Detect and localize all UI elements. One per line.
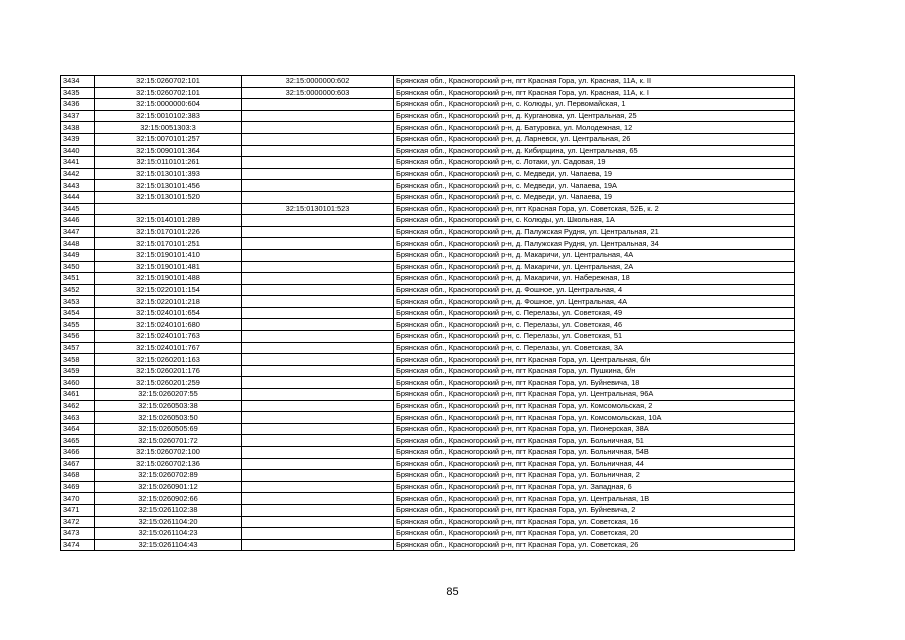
parent-cadastral-number-cell [242, 99, 394, 111]
row-number-cell: 3444 [61, 191, 95, 203]
parent-cadastral-number-cell [242, 389, 394, 401]
row-number-cell: 3453 [61, 296, 95, 308]
address-cell: Брянская обл., Красногорский р-н, д. Кургановка, ул. Центральная, 25 [394, 110, 795, 122]
cadastral-number-cell: 32:15:0190101:481 [95, 261, 242, 273]
cadastral-number-cell: 32:15:0261104:23 [95, 528, 242, 540]
cadastral-number-cell: 32:15:0260503:50 [95, 412, 242, 424]
table-row [61, 76, 795, 88]
address-cell: Брянская обл., Красногорский р-н, пгт Красная Гора, ул. Буйневича, 2 [394, 504, 795, 516]
table-row [61, 226, 795, 238]
table-row [61, 99, 795, 111]
row-number-cell: 3443 [61, 180, 95, 192]
address-cell: Брянская обл., Красногорский р-н, пгт Красная Гора, ул. Красная, 11А, к. II [394, 76, 795, 88]
parent-cadastral-number-cell [242, 400, 394, 412]
cadastral-number-cell: 32:15:0260702:89 [95, 470, 242, 482]
row-number-cell: 3474 [61, 539, 95, 551]
address-cell: Брянская обл., Красногорский р-н, пгт Красная Гора, ул. Советская, 16 [394, 516, 795, 528]
parent-cadastral-number-cell [242, 493, 394, 505]
table-row [61, 215, 795, 227]
address-cell: Брянская обл., Красногорский р-н, пгт Красная Гора, ул. Больничная, 54В [394, 447, 795, 459]
address-cell: Брянская обл., Красногорский р-н, с. Перелазы, ул. Советская, 49 [394, 307, 795, 319]
parent-cadastral-number-cell [242, 261, 394, 273]
parent-cadastral-number-cell [242, 458, 394, 470]
table-row [61, 180, 795, 192]
row-number-cell: 3463 [61, 412, 95, 424]
cadastral-number-cell: 32:15:0240101:763 [95, 331, 242, 343]
address-cell: Брянская обл., Красногорский р-н, д. Макаричи, ул. Центральная, 4А [394, 249, 795, 261]
row-number-cell: 3459 [61, 365, 95, 377]
address-cell: Брянская обл., Красногорский р-н, д. Фошнoе, ул. Центральная, 4 [394, 284, 795, 296]
row-number-cell: 3471 [61, 504, 95, 516]
address-cell: Брянская обл., Красногорский р-н, пгт Красная Гора, ул. Западная, 6 [394, 481, 795, 493]
cadastral-number-cell: 32:15:0170101:251 [95, 238, 242, 250]
parent-cadastral-number-cell [242, 238, 394, 250]
parent-cadastral-number-cell: 32:15:0000000:602 [242, 76, 394, 88]
row-number-cell: 3462 [61, 400, 95, 412]
parent-cadastral-number-cell [242, 284, 394, 296]
parent-cadastral-number-cell [242, 215, 394, 227]
parent-cadastral-number-cell [242, 423, 394, 435]
row-number-cell: 3456 [61, 331, 95, 343]
table-row [61, 331, 795, 343]
row-number-cell: 3466 [61, 447, 95, 459]
page-number: 85 [446, 586, 459, 598]
cadastral-number-cell: 32:15:0190101:488 [95, 273, 242, 285]
cadastral-number-cell: 32:15:0260201:259 [95, 377, 242, 389]
parent-cadastral-number-cell: 32:15:0130101:523 [242, 203, 394, 215]
row-number-cell: 3439 [61, 133, 95, 145]
address-cell: Брянская обл., Красногорский р-н, пгт Красная Гора, ул. Центральная, б/н [394, 354, 795, 366]
table-row [61, 157, 795, 169]
address-cell: Брянская обл., Красногорский р-н, д. Макаричи, ул. Набережная, 18 [394, 273, 795, 285]
address-cell: Брянская обл., Красногорский р-н, пгт Красная Гора, ул. Комсомольская, 10А [394, 412, 795, 424]
table-row [61, 423, 795, 435]
table-row [61, 203, 795, 215]
parent-cadastral-number-cell [242, 133, 394, 145]
row-number-cell: 3449 [61, 249, 95, 261]
address-cell: Брянская обл., Красногорский р-н, пгт Красная Гора, ул. Комсомольская, 2 [394, 400, 795, 412]
address-cell: Брянская обл., Красногорский р-н, пгт Красная Гора, ул. Центральная, 1В [394, 493, 795, 505]
parent-cadastral-number-cell [242, 122, 394, 134]
address-cell: Брянская обл., Красногорский р-н, с. Перелазы, ул. Советская, 46 [394, 319, 795, 331]
parent-cadastral-number-cell [242, 342, 394, 354]
table-row [61, 249, 795, 261]
table-row [61, 110, 795, 122]
cadastral-number-cell [95, 203, 242, 215]
table-row [61, 470, 795, 482]
row-number-cell: 3437 [61, 110, 95, 122]
table-row [61, 377, 795, 389]
parent-cadastral-number-cell [242, 412, 394, 424]
row-number-cell: 3447 [61, 226, 95, 238]
cadastral-number-cell: 32:15:0130101:456 [95, 180, 242, 192]
cadastral-number-cell: 32:15:0140101:289 [95, 215, 242, 227]
row-number-cell: 3461 [61, 389, 95, 401]
parent-cadastral-number-cell [242, 435, 394, 447]
table-row [61, 238, 795, 250]
address-cell: Брянская обл., Красногорский р-н, с. Медведи, ул. Чапаева, 19 [394, 191, 795, 203]
parent-cadastral-number-cell [242, 157, 394, 169]
row-number-cell: 3458 [61, 354, 95, 366]
address-cell: Брянская обл., Красногорский р-н, пгт Красная Гора, ул. Больничная, 44 [394, 458, 795, 470]
table-row [61, 458, 795, 470]
row-number-cell: 3441 [61, 157, 95, 169]
table-row [61, 273, 795, 285]
cadastral-number-cell: 32:15:0260702:136 [95, 458, 242, 470]
address-cell: Брянская обл., Красногорский р-н, пгт Красная Гора, ул. Больничная, 51 [394, 435, 795, 447]
row-number-cell: 3452 [61, 284, 95, 296]
table-row [61, 354, 795, 366]
address-cell: Брянская обл., Красногорский р-н, д. Макаричи, ул. Центральная, 2А [394, 261, 795, 273]
table-row [61, 481, 795, 493]
cadastral-number-cell: 32:15:0220101:154 [95, 284, 242, 296]
cadastral-number-cell: 32:15:0240101:680 [95, 319, 242, 331]
address-cell: Брянская обл., Красногорский р-н, д. Палужская Рудня, ул. Центральная, 34 [394, 238, 795, 250]
address-cell: Брянская обл., Красногорский р-н, с. Медведи, ул. Чапаева, 19А [394, 180, 795, 192]
cadastral-number-cell: 32:15:0260201:163 [95, 354, 242, 366]
row-number-cell: 3467 [61, 458, 95, 470]
row-number-cell: 3445 [61, 203, 95, 215]
table-row [61, 365, 795, 377]
cadastral-number-cell: 32:15:0010102:383 [95, 110, 242, 122]
cadastral-number-cell: 32:15:0051303:3 [95, 122, 242, 134]
parent-cadastral-number-cell [242, 504, 394, 516]
parent-cadastral-number-cell [242, 528, 394, 540]
table-row [61, 400, 795, 412]
address-cell: Брянская обл., Красногорский р-н, с. Перелазы, ул. Советская, 51 [394, 331, 795, 343]
row-number-cell: 3436 [61, 99, 95, 111]
row-number-cell: 3448 [61, 238, 95, 250]
address-cell: Брянская обл., Красногорский р-н, пгт Красная Гора, ул. Советская, 52Б, к. 2 [394, 203, 795, 215]
table-row [61, 342, 795, 354]
table-row [61, 284, 795, 296]
parent-cadastral-number-cell [242, 273, 394, 285]
row-number-cell: 3434 [61, 76, 95, 88]
row-number-cell: 3446 [61, 215, 95, 227]
cadastral-number-cell: 32:15:0260902:66 [95, 493, 242, 505]
table-row [61, 528, 795, 540]
address-cell: Брянская обл., Красногорский р-н, пгт Красная Гора, ул. Советская, 20 [394, 528, 795, 540]
row-number-cell: 3473 [61, 528, 95, 540]
cadastral-number-cell: 32:15:0130101:520 [95, 191, 242, 203]
cadastral-number-cell: 32:15:0260207:55 [95, 389, 242, 401]
cadastral-number-cell: 32:15:0260702:101 [95, 76, 242, 88]
table-row [61, 191, 795, 203]
address-cell: Брянская обл., Красногорский р-н, д. Фошнoе, ул. Центральная, 4А [394, 296, 795, 308]
parent-cadastral-number-cell [242, 319, 394, 331]
address-cell: Брянская обл., Красногорский р-н, пгт Красная Гора, ул. Пионерская, 38А [394, 423, 795, 435]
parent-cadastral-number-cell [242, 481, 394, 493]
parent-cadastral-number-cell [242, 516, 394, 528]
parent-cadastral-number-cell [242, 249, 394, 261]
cadastral-number-cell: 32:15:0261104:43 [95, 539, 242, 551]
row-number-cell: 3454 [61, 307, 95, 319]
parent-cadastral-number-cell [242, 331, 394, 343]
address-cell: Брянская обл., Красногорский р-н, с. Медведи, ул. Чапаева, 19 [394, 168, 795, 180]
parent-cadastral-number-cell [242, 539, 394, 551]
registry-table-body [61, 76, 795, 551]
table-row [61, 539, 795, 551]
row-number-cell: 3468 [61, 470, 95, 482]
table-row [61, 145, 795, 157]
row-number-cell: 3465 [61, 435, 95, 447]
cadastral-number-cell: 32:15:0260201:176 [95, 365, 242, 377]
cadastral-number-cell: 32:15:0070101:257 [95, 133, 242, 145]
address-cell: Брянская обл., Красногорский р-н, д. Ларневск, ул. Центральная, 26 [394, 133, 795, 145]
cadastral-number-cell: 32:15:0170101:226 [95, 226, 242, 238]
address-cell: Брянская обл., Красногорский р-н, д. Батуровка, ул. Молодежная, 12 [394, 122, 795, 134]
cadastral-number-cell: 32:15:0000000:604 [95, 99, 242, 111]
table-row [61, 168, 795, 180]
cadastral-number-cell: 32:15:0260503:38 [95, 400, 242, 412]
parent-cadastral-number-cell [242, 447, 394, 459]
address-cell: Брянская обл., Красногорский р-н, пгт Красная Гора, ул. Больничная, 2 [394, 470, 795, 482]
row-number-cell: 3472 [61, 516, 95, 528]
parent-cadastral-number-cell [242, 307, 394, 319]
address-cell: Брянская обл., Красногорский р-н, с. Колюды, ул. Школьная, 1А [394, 215, 795, 227]
parent-cadastral-number-cell [242, 191, 394, 203]
address-cell: Брянская обл., Красногорский р-н, пгт Красная Гора, ул. Буйневича, 18 [394, 377, 795, 389]
cadastral-number-cell: 32:15:0090101:364 [95, 145, 242, 157]
row-number-cell: 3440 [61, 145, 95, 157]
parent-cadastral-number-cell [242, 110, 394, 122]
address-cell: Брянская обл., Красногорский р-н, с. Перелазы, ул. Советская, 3А [394, 342, 795, 354]
cadastral-number-cell: 32:15:0261102:38 [95, 504, 242, 516]
cadastral-number-cell: 32:15:0240101:654 [95, 307, 242, 319]
table-row [61, 504, 795, 516]
parent-cadastral-number-cell [242, 168, 394, 180]
table-row [61, 133, 795, 145]
row-number-cell: 3460 [61, 377, 95, 389]
cadastral-number-cell: 32:15:0260702:100 [95, 447, 242, 459]
address-cell: Брянская обл., Красногорский р-н, пгт Красная Гора, ул. Красная, 11А, к. I [394, 87, 795, 99]
cadastral-number-cell: 32:15:0220101:218 [95, 296, 242, 308]
table-row [61, 261, 795, 273]
cadastral-number-cell: 32:15:0260505:69 [95, 423, 242, 435]
row-number-cell: 3457 [61, 342, 95, 354]
address-cell: Брянская обл., Красногорский р-н, пгт Красная Гора, ул. Центральная, 96А [394, 389, 795, 401]
cadastral-number-cell: 32:15:0260701:72 [95, 435, 242, 447]
address-cell: Брянская обл., Красногорский р-н, д. Кибирщина, ул. Центральная, 65 [394, 145, 795, 157]
table-row [61, 412, 795, 424]
parent-cadastral-number-cell [242, 296, 394, 308]
parent-cadastral-number-cell [242, 365, 394, 377]
row-number-cell: 3450 [61, 261, 95, 273]
parent-cadastral-number-cell [242, 354, 394, 366]
cadastral-number-cell: 32:15:0260901:12 [95, 481, 242, 493]
parent-cadastral-number-cell [242, 145, 394, 157]
parent-cadastral-number-cell [242, 180, 394, 192]
address-cell: Брянская обл., Красногорский р-н, с. Колюды, ул. Первомайская, 1 [394, 99, 795, 111]
cadastral-number-cell: 32:15:0190101:410 [95, 249, 242, 261]
parent-cadastral-number-cell [242, 470, 394, 482]
table-row [61, 516, 795, 528]
cadastral-number-cell: 32:15:0130101:393 [95, 168, 242, 180]
table-row [61, 319, 795, 331]
table-row [61, 435, 795, 447]
table-row [61, 296, 795, 308]
parent-cadastral-number-cell [242, 226, 394, 238]
table-row [61, 493, 795, 505]
table-row [61, 122, 795, 134]
table-row [61, 307, 795, 319]
row-number-cell: 3455 [61, 319, 95, 331]
cadastral-number-cell: 32:15:0261104:20 [95, 516, 242, 528]
parent-cadastral-number-cell: 32:15:0000000:603 [242, 87, 394, 99]
row-number-cell: 3470 [61, 493, 95, 505]
row-number-cell: 3451 [61, 273, 95, 285]
row-number-cell: 3464 [61, 423, 95, 435]
parent-cadastral-number-cell [242, 377, 394, 389]
cadastral-number-cell: 32:15:0260702:101 [95, 87, 242, 99]
address-cell: Брянская обл., Красногорский р-н, пгт Красная Гора, ул. Пушкина, б/н [394, 365, 795, 377]
table-row [61, 447, 795, 459]
address-cell: Брянская обл., Красногорский р-н, пгт Красная Гора, ул. Советская, 26 [394, 539, 795, 551]
table-row [61, 87, 795, 99]
row-number-cell: 3438 [61, 122, 95, 134]
registry-table [60, 75, 795, 551]
cadastral-number-cell: 32:15:0240101:767 [95, 342, 242, 354]
row-number-cell: 3435 [61, 87, 95, 99]
address-cell: Брянская обл., Красногорский р-н, с. Лотаки, ул. Садовая, 19 [394, 157, 795, 169]
address-cell: Брянская обл., Красногорский р-н, д. Палужская Рудня, ул. Центральная, 21 [394, 226, 795, 238]
row-number-cell: 3469 [61, 481, 95, 493]
row-number-cell: 3442 [61, 168, 95, 180]
cadastral-number-cell: 32:15:0110101:261 [95, 157, 242, 169]
table-row [61, 389, 795, 401]
